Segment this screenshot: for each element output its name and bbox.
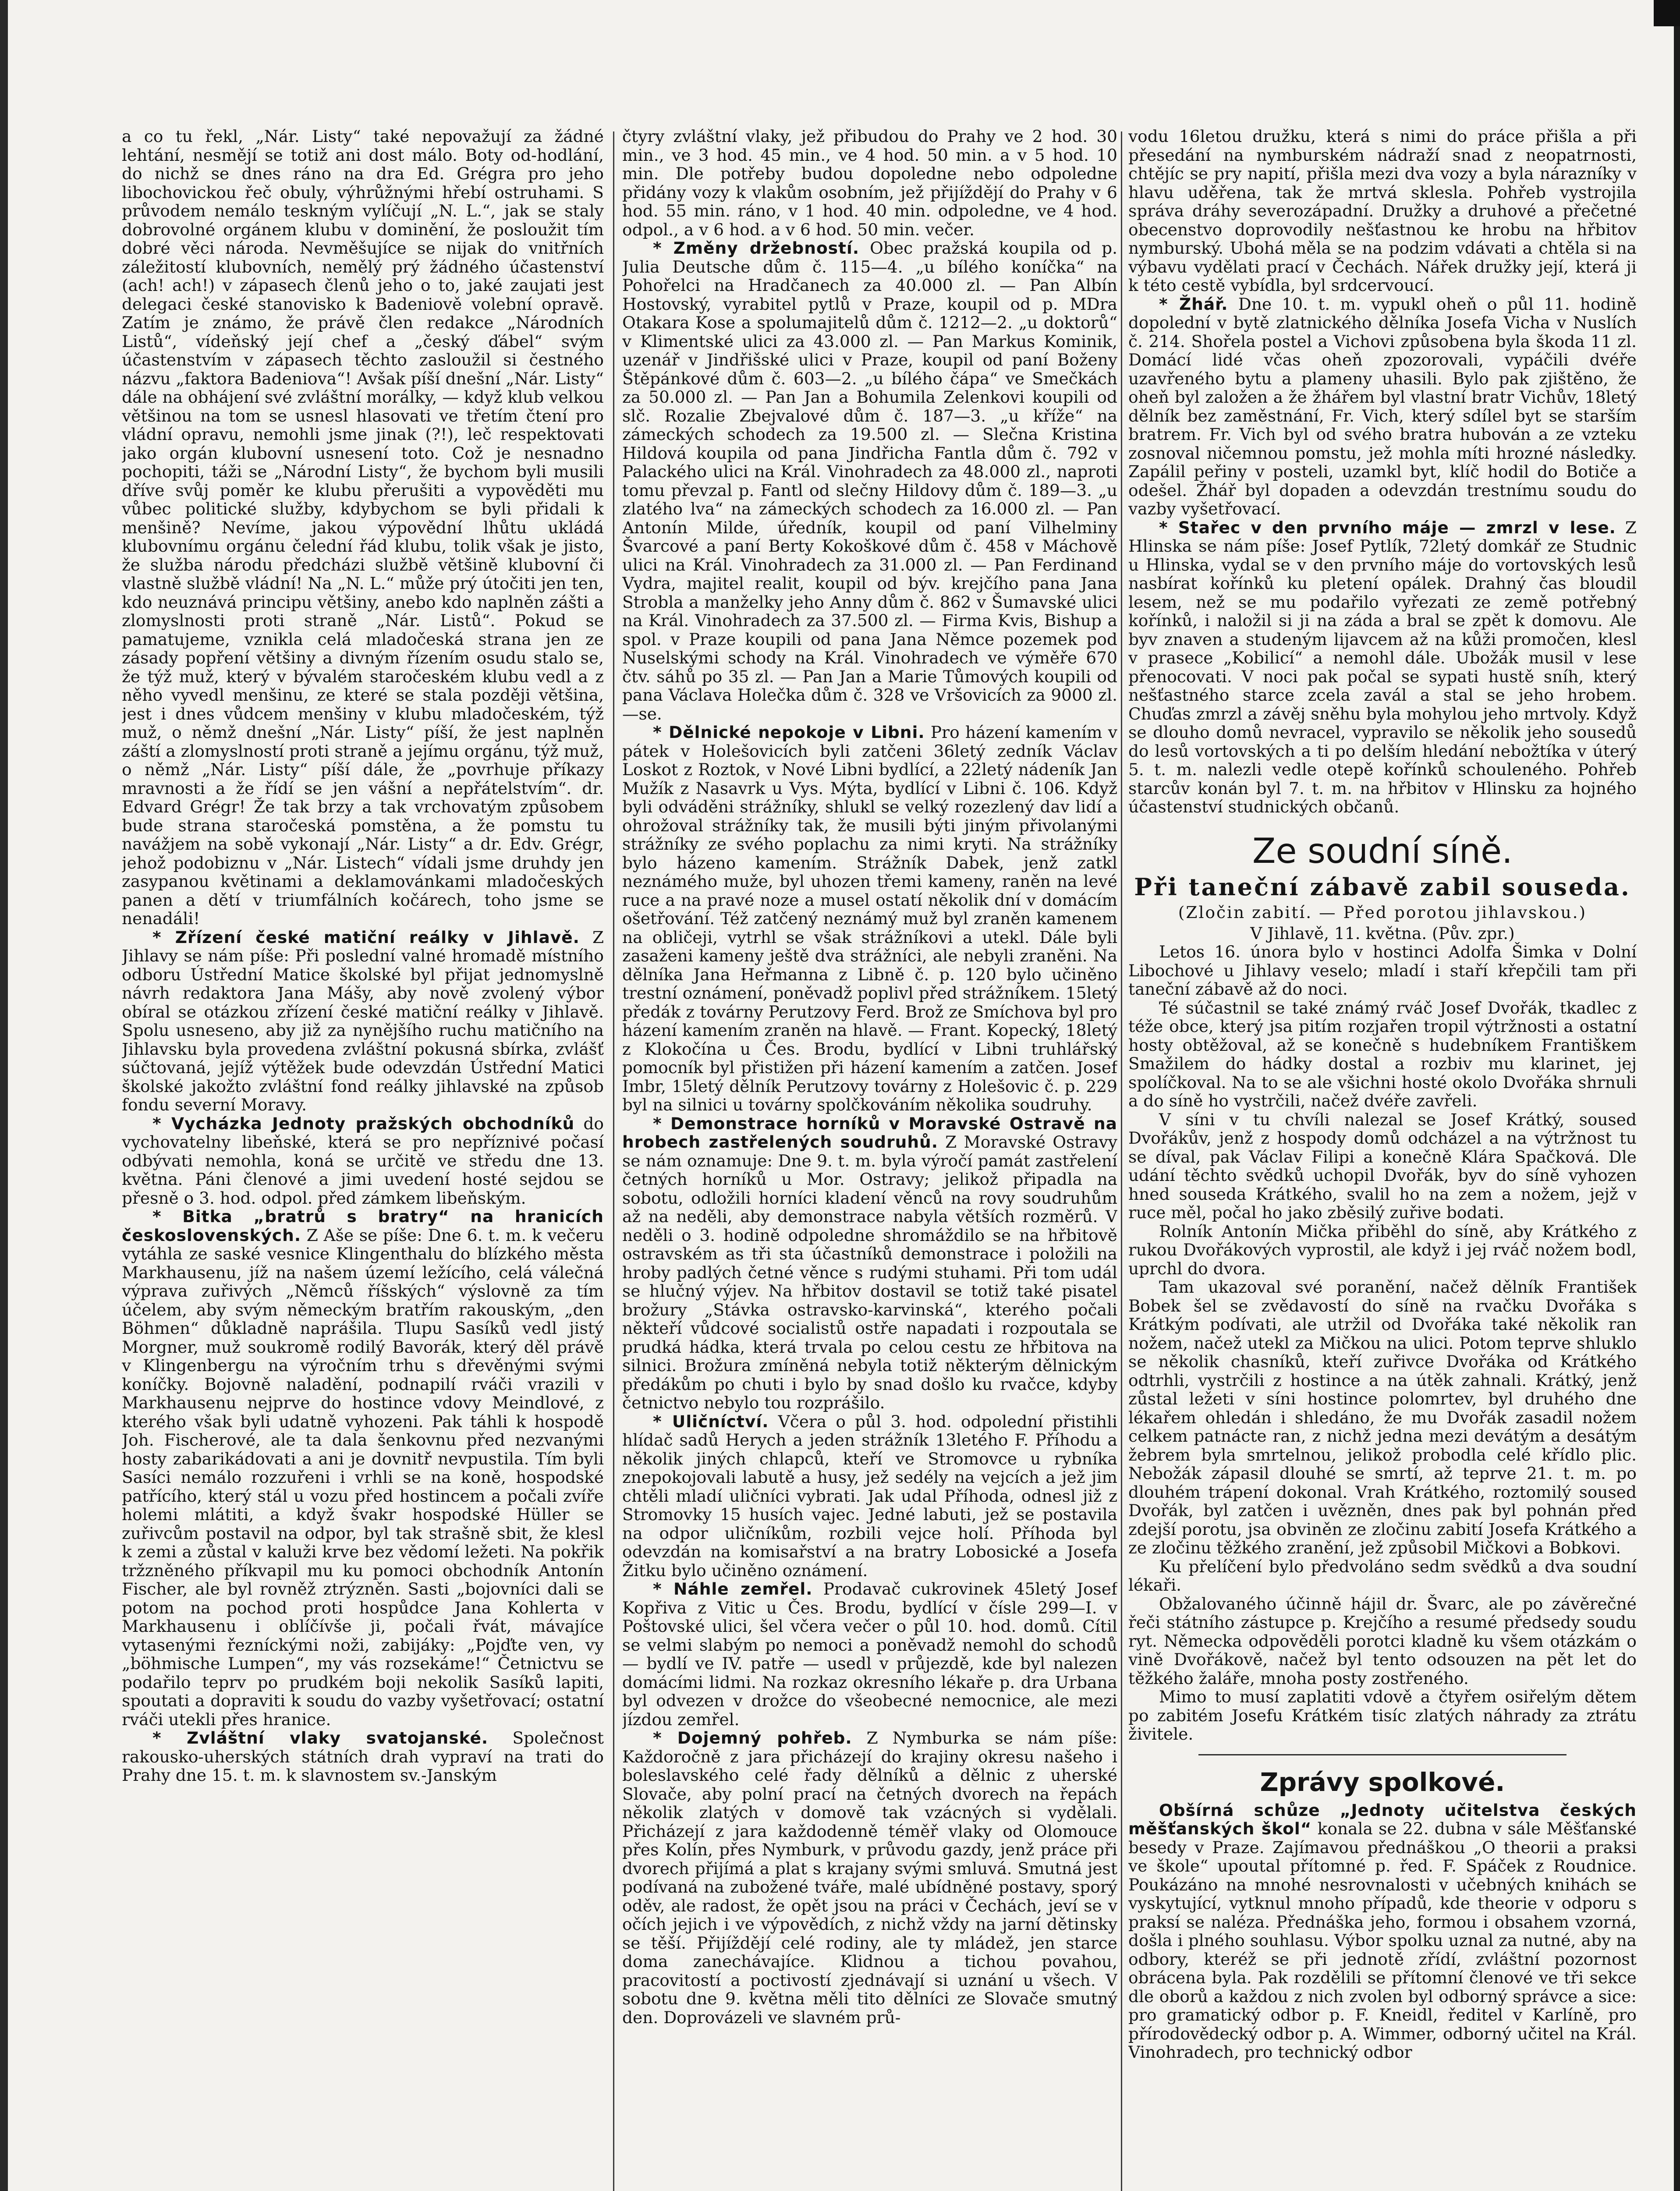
- section-heading: Ze soudní síně.: [1252, 831, 1513, 871]
- article-text: Z Jihlavy se nám píše: Při poslední valné hromadě místního odboru Ústřední Matice školské byl přijat jednomyslně návrh redaktora Jana Mášy, aby nově zvolený výbor obíral se otázkou zřízení české matiční reálky v Jihlavě. Spolu usneseno, aby již za nynějšího ruchu matičního na Jihlavsku byla provedena zvláštní pokusná sbírka, zvlášť súčtovaná, jejíž výtěžek bude odevzdán Ústřední Matici školské jakožto zvláštní fond reálky jihlavské na způsob fondu severní Moravy.: [122, 927, 604, 1114]
- article-paragraph: [122, 1207, 604, 1729]
- article-headline: * Demonstrace horníků v Moravské Ostravě na hrobech zastřelených soudruhů.: [622, 1113, 1117, 1152]
- article-text: Včera o půl 3. hod. odpolední přistihli hlídač sadů Herych a jeden strážník 13letého F. Příhodu a několik jiných chlapců, kteří ve Stromovce u rybníka znepokojovali labutě a husy, jež sedély na vejcích a jež jim chtěli mladí uličníci vybrati. Jak udal Příhoda, odnesl již z Stromovky 15 husích vajec. Jedné labuti, jež se postavila na odpor uličníkům, rozbili vejce holí. Příhoda byl odevzdán na komisařství a na bratry Lobosické a Josefa Žitku bylo učiněno oznámení.: [622, 1411, 1117, 1580]
- article-text: a co tu řekl, „Nár. Listy“ také nepovažují za žádné lehtání, nesmějí se totiž ani dost málo. Boty od-hodlání, do nichž se dnes ráno na dra Ed. Grégra pro jeho libochovickou řeč obuly, výhrůžnými hřebí ostruhami. S průvodem nemálo teskným vylíčují „N. L.“, jak se staly dobrovolné orgánem klubu v dominění, že posloužit tím dobré věci národa. Nevměšujíce se nijak do vnitřních záležitostí klubovních, nemělý prý žádného účastenství (ach! ach!) v zápasech členů jeho o to, jaké zaujati jest delegaci české stanovisko k Badeniově volební opravě. Zatím je známo, že právě člen redakce „Národních Listů“, vídeňský její chef a „český ďábel“ svým účastenstvím v zápasech těchto zasloužil si čestného názvu „faktora Badeniova“! Avšak píší dnešní „Nár. Listy“ dále na obhájení své zvláštní morálky, — když klub velkou většinou na tom se usnesl hlasovati ve třetím čtení pro vládní opravu, nemohli jsme jinak (?!), leč respektovati jako orgán klubovní usnesení toto. Což je nesnadno pochopiti, táži se „Národní Listy“, že bychom byli musili dříve svůj poměr ke klubu přerušiti a vypověděti mu vůbec politické služby, kdybychom se byli přidali k menšině? Nevíme, jakou výpovědní lhůtu ukládá klubovnímu orgánu čelední řád klubu, tolik však je jisto, že služba národu předcházi službě většině klubovní či vlastně službě vládní! Na „N. L.“ může prý útočiti jen ten, kdo neuznává principu většiny, anebo kdo naplněn zášti a zlomyslnosti proti straně „Nár. Listů“. Pokud se pamatujeme, vznikla celá mladočeská strana jen ze zásady popření většiny a divným řízením osudu stalo se, že týž muž, který v bývalém staročeském klubu vedl a z něho vyvedl menšinu, ze které se stala později většina, jest i dnes vůdcem menšiny v klubu mladočeském, týž muž, o němž dnešní „Nár. Listy“ píší, že jest naplněn záští a zlomyslností proti straně a jejímu orgánu, týž muž, o němž „Nár. Listy“ píší dále, že „povrhuje příkazy mravnosti a že řídí se jen vášní a nepřátelstvím“. dr. Edvard Grégr! Že tak brzy a tak vrchovatým způsobem bude strana staročeská pomstěna, a že pomstu tu navážjem na sobě vykonají „Nár. Listy“ a dr. Edv. Grégr, jehož podobiznu v „Nár. Listech“ vídali jsme druhdy jen zasypanou květinami a deklamovánkami mladočeských panen a dětí v triumfálních kočárech, toho jsme se nenadáli!: [122, 127, 604, 928]
- article-headline: * Žhář.: [1159, 294, 1228, 314]
- article-text: V Jihlavě, 11. května. (Pův. zpr.): [1250, 923, 1515, 943]
- article-paragraph: [122, 1729, 604, 1785]
- article-paragraph: [1128, 127, 1637, 295]
- article-paragraph: [1128, 943, 1637, 999]
- article-text: Rolník Antonín Mička přiběhl do síně, aby Krátkého z rukou Dvořákových vyprostil, ale když i jej rváč nožem bodl, uprchl do dvora.: [1128, 1221, 1637, 1278]
- article-paragraph: [1128, 1222, 1637, 1278]
- column-2: [622, 127, 1117, 2191]
- column-1: [122, 127, 604, 2191]
- article-paragraph: [1128, 1801, 1637, 2062]
- article-headline: * Stařec v den prvního máje — zmrzl v lese.: [1159, 518, 1616, 537]
- article-text: Prodavač cukrovinek 45letý Josef Kopřiva z Vitic u Čes. Brodu, bydlící v čísle 299—I. v Poštovské ulici, šel včera večer o půl 10. hod. domů. Cítil se velmi slabým po nemoci a poněvadž nemohl do schodů — bydlí ve IV. patře — usedl v průjezdě, kde byl nalezen domácími lidmi. Na rozkaz okresního lékaře p. dra Urbana byl odvezen v drožce do všeobecné nemocnice, ale mezi jízdou zemřel.: [622, 1579, 1117, 1729]
- article-paragraph: [1128, 1688, 1637, 1744]
- article-headline: * Náhle zemřel.: [653, 1579, 813, 1599]
- article-paragraph: [122, 127, 604, 928]
- article-headline: Při taneční zábavě zabil souseda.: [1134, 872, 1631, 901]
- article-text: konala se 22. dubna v sále Měšťanské besedy v Praze. Zajímavou přednáškou „O theorii a praksi ve škole“ upoutal přítomné p. řed. F. Spáček z Roudnice. Poukázáno na mnohé nesrovnalosti v učebných knihách se vyskytující, vytknul mnoho případů, kde theorie v odporu s praksí se naléza. Přednáška jeho, formou i obsahem vzorná, došla i plného souhlasu. Výbor spolku uznal za nutné, aby na odbory, kteréž se při jednotě zřídí, zvláštní pozornost obrácena byla. Pak rozdělili se přítomní členové ve tři sekce dle oborů a každou z nich zvolen byl odborný správce a sice: pro gramatický odbor p. F. Kneidl, ředitel v Karlíně, pro přírodovědecký odbor p. A. Wimmer, odborný učitel na Král. Vinohradech, pro technický odbor: [1128, 1819, 1637, 2062]
- article-headline: Obšírná schůze „Jednoty učitelstva českých měšťanských škol“: [1128, 1800, 1637, 1838]
- article-paragraph: [122, 928, 604, 1114]
- article-text: Pro házení kamením v pátek v Holešovicích byli zatčeni 36letý zedník Václav Loskot z Roztok, v Nové Libni bydlící, a 22letý nádeník Jan Mužík z Nasavrk u Vys. Mýta, bydlící v Libni č. 106. Když byli odváděni strážníky, shlukl se velký rozezlený dav lidí a ohrožoval strážníky tak, že musili býti jiným přivolanými strážníky ze svého poplachu za nimi kryti. Na strážníky bylo házeno kamením. Strážník Dabek, jenž zatkl neznámého muže, byl uhozen třemi kameny, raněn na levé ruce a na pravé noze a musel ostatí několik dní v domácím ošetřování. Též zatčený neznámý muž byl zraněn kamenem na obličeji, vytrhl se však strážníkovi a utekl. Dále byli zasaženi kameny ještě dva strážníci, ale nebyli zraněni. Na dělníka Jana Heřmanna z Libně č. p. 120 bylo učiněno trestní oznámení, poněvadž poplivl před strážníkem. 15letý předák z továrny Perutzovy Ferd. Brož ze Smíchova byl pro házení kamením zraněn na hlavě. — Frant. Kopecký, 18letý z Klokočína u Čes. Brodu, bydlící v Libni truhlářský pomocník byl přistižen při házení kamením a zatčen. Josef Imbr, 15letý dělník Perutzovy továrny z Holešovic č. p. 229 byl na silnici u továrny spolčkováním několika soudruhy.: [622, 723, 1117, 1114]
- article-text: Z Moravské Ostravy se nám oznamuje: Dne 9. t. m. byla výročí památ zastřelení četných horníků u Mor. Ostravy; jelikož připadla na sobotu, odložili horníci kladení věnců na rovy soudruhům až na neděli, aby demonstrace nabyla větších rozměrů. V neděli o 3. hodině odpoledne shromáždilo se na hřbitově ostravském as tři sta účastníků demonstrace i položili na hroby padlých četné věnce s rudými stuhami. Při tom udál se hlučný výjev. Na hřbitov dostavil se totiž také pisatel brožury „Stávka ostravsko-karvinská“, kterého počali někteří vůdcové socialistů ostře napadati i rozpoutala se prudká hádka, která trvala po celou cestu ze hřbitova na silnici. Brožura zmíněná nebyla totiž některým dělnickým předákům po chuti i bylo by snad došlo ku rvačce, kdyby četnictvo nebylo tou rozprášilo.: [622, 1132, 1117, 1412]
- section-divider: [1198, 1754, 1567, 1755]
- article-paragraph: [622, 723, 1117, 1114]
- article-text: do vychovatelny libeňské, která se pro nepříznivé počasí odbývati nemohla, koná se určitě ve středu dne 13. května. Páni členové a jimi uvedení hosté sejdou se přesně o 3. hod. odpol. před zámkem libeňským.: [122, 1113, 604, 1208]
- column-rule-2: [1121, 131, 1122, 2191]
- article-paragraph: [1128, 295, 1637, 518]
- article-paragraph: [622, 127, 1117, 239]
- article-headline: * Bitka „bratrů s bratry“ na hranicích československých.: [122, 1207, 604, 1245]
- article-headline: * Uličníctví.: [653, 1411, 769, 1431]
- article-text: Tam ukazoval své poranění, načež dělník František Bobek šel se zvědavostí do síně na rvačku Dvořáka s Krátkým podívati, ale utržil od Dvořáka také několik ran nožem, načež utekl za Mičkou na ulici. Potom teprve shluklo se několik chasníků, kteří zuřivce Dvořáka od Krátkého odtrhli, vystrčili z hostince a na útěk zahnali. Krátký, jenž zůstal ležeti v síni hostince polomrtev, byl druhého dne lékařem ohledán i shledáno, že mu Dvořák zasadil nožem celkem patnácte ran, z nichž jedna mezi devátým a desátým žebrem byla smrtelnou, jelikož probodla celé křídlo plic. Nebožák zápasil dlouhé se smrtí, až teprve 21. t. m. po dlouhém trápení dokonal. Vrah Krátkého, roztomilý soused Dvořák, byl zatčen i uvězněn, dnes pak byl pohnán před zdejší porotu, jsa obviněn ze zločinu zabití Josefa Krátkého a ze zločinu těžkého zranění, jež způsobil Mičkovi a Bobkovi.: [1128, 1277, 1637, 1557]
- column-rule-1: [613, 131, 614, 2191]
- article-paragraph: [622, 1729, 1117, 2027]
- article-paragraph: [622, 1580, 1117, 1729]
- article-headline: * Dojemný pohřeb.: [653, 1728, 852, 1748]
- article-text: Z Hlinska se nám píše: Josef Pytlík, 72letý domkář ze Studnic u Hlinska, vydal se v den prvního máje do vortovských lesů nasbírat kořínků ku pletení opálek. Drahný čas bloudil lesem, než se mu podařilo vyřezati ze země potřebný kořínků, i naložil si ji na záda a bral se zpět k domovu. Ale byv znaven a studeným lijavcem až na kůži promočen, klesl v prasece „Kobilicí“ a nemohl dále. Ubožák musil v lese přenocovati. V noci pak počal se sypati hustě sníh, který nešťastného starce zcela zavál a stal se jeho hrobem. Chuďas zmrzl a závěj sněhu byla mohylou jeho mrtvoly. Když se dlouho domů nevracel, vypravilo se několik jeho sousedů do lesů vortovských a ti po delším hledání nebožtíka v úterý 5. t. m. nalezli vedle otepě kořínků schouleného. Pohřeb starcův konán byl 7. t. m. na hřbitov v Hlinsku za hojného účastenství studnických občanů.: [1128, 518, 1637, 816]
- article-text: Společnost rakousko-uherských státních drah vypraví na trati do Prahy dne 15. t. m. k slavnostem sv.-Janským: [122, 1728, 604, 1785]
- article-text: Dne 10. t. m. vypukl oheň o půl 11. hodině dopolední v bytě zlatnického dělníka Josefa Vicha v Nuslích č. 214. Shořela postel a Vichovi způsobena byla škoda 11 zl. Domácí lidé včas oheň zpozorovali, vypáčili dvéře uzavřeného bytu a plameny uhasili. Bylo pak zjištěno, že oheň byl založen a že žhářem byl vlastní bratr Vichův, 18letý dělník bez zaměstnání, Fr. Vich, který sdílel byt se starším bratrem. Fr. Vich byl od svého bratra hubován a ze vzteku zosnoval ničemnou pomstu, jež mohla míti hrozné následky. Zapálil peřiny v posteli, uzamkl byt, klíč hodil do Botiče a odešel. Žhář byl dopaden a odevzdán trestnímu soudu do vazby vyšetřovací.: [1128, 294, 1637, 518]
- article-text: Z Aše se píše: Dne 6. t. m. k večeru vytáhla ze saské vesnice Klingenthalu do blízkého města Markhausenu, jíž na našem území ležícího, celá válečná výprava zuřivých „Němců říšských“ výslovně za tím účelem, aby svým německým bratřím rakouským, „den Böhmen“ důkladně naprášila. Tlupu Sasíků vedl jistý Morgner, muž soukromě rodilý Bavorák, který děl právě v Klingenbergu na výročním trhu s dřevěnými svými koníčky. Bojovně naladění, podnapilí rváči vrazili v Markhausenu nejprve do hostince vdovy Meindlové, z kterého však byli udatně vyhozeni. Pak táhli k hospodě Joh. Fischerové, ale ta dala šenkovnu před nezvanými hosty zabarikádovati a ani je dovnitř nevpustila. Tím byli Sasíci nemálo rozzuřeni i vrhli se na koně, hospodské patřícího, který stál u vozu před hostincem a počali zvíře holemi mlátiti, a když švakr hospodské Hüller se zuřivcům postavil na odpor, byl tak strašně sbit, že klesl k zemi a zůstal v kaluži krve bez vědomí ležeti. Na pokřik tržzněného příkvapil mu ku pomoci obchodník Antonín Fischer, ale byl rovněž ztrýzněn. Sasti „bojovníci dali se potom na pochod proti hospůdce Jana Kohlerta v Markhausenu i oblíčívše ji, počali řvát, mávajíce vytasenými řezníckými noži, zabijáky: „Pojďte ven, vy „böhmische Lumpen“, my vás rozsekáme!“ Četnictvu se podařilo teprv po prudkém boji nekolik Sasíků lapiti, spoutati a dopraviti k soudu do vazby vyšetřovací; ostatní rváči utekli přes hranice.: [122, 1225, 604, 1729]
- article-headline: * Zřízení české matiční reálky v Jihlavě.: [152, 927, 580, 947]
- article-headline: * Vycházka Jednoty pražských obchodníků: [152, 1113, 575, 1133]
- column-3: [1128, 127, 1637, 2191]
- article-text: Obžalovaného účinně hájil dr. Švarc, ale po závěrečné řeči státního zástupce p. Krejčího a resumé předsedy soudu ryt. Německa odpověděli porotci kladně ku všem otázkám o vině Dvořákově, načež byl tento odsouzen na pět let do těžkého žaláře, mnoha posty zostřeného.: [1128, 1594, 1637, 1688]
- article-paragraph: [1128, 999, 1637, 1110]
- article-text: V síni v tu chvíli nalezal se Josef Krátký, soused Dvořákův, jenž z hospody domů odcházel a na výtržnost tu se díval, pak Václav Filipi a konečně Klára Spačková. Dle udání těchto svědků uchopil Dvořák, byv do síně vyhozen hned souseda Krátkého, svalil ho na zem a nožem, jejž v ruce měl, počal ho jako zběsilý zuřive bodati.: [1128, 1110, 1637, 1222]
- article-subheadline: (Zločin zabití. — Před porotou jihlavskou.): [1178, 902, 1587, 922]
- article-paragraph: [622, 1114, 1117, 1412]
- article-text: Z Nymburka se nám píše: Každoročně z jara přicházejí do krajiny okresu našeho i boleslavského celé řady dělníků a dělnic z uherské Slovače, aby polní prací na četných dvorech na řepách několik zlatých v domově tak vzácných si vydělali. Přicházejí z jara každodenně téměř vlaky od Olomouce přes Kolín, přes Nymburk, v průvodu gazdy, jenž práce při dvorech přijímá a plat s krajany svými smluvá. Smutná jest podívaná na zubožené tváře, malé ubídněné postavy, sporý oděv, ale radost, že opět jsou na práci v Čechách, jeví se v očích jejich i ve výpovědích, z nichž vždy na jarní dětinsky se těší. Přijíždějí celé rodiny, ale ty mládež, jen starce doma zanechávajíce. Klidnou a tichou povahou, pracovitostí a poctivostí zjednávají si uznání u všech. V sobotu dne 9. května měli tito dělníci ze Slovače smutný den. Doprovázeli ve slavném prů-: [622, 1728, 1117, 2027]
- article-text: čtyry zvláštní vlaky, jež přibudou do Prahy ve 2 hod. 30 min., ve 3 hod. 45 min., ve 4 hod. 50 min. a v 5 hod. 10 min. Dle potřeby budou dopoledne nebo odpoledne přidány vozy k vlakům osobním, jež přijíždějí do Prahy v 6 hod. 55 min. ráno, v 1 hod. 40 min. odpoledne, ve 4 hod. odpol., a v 6 hod. a v 6 hod. 50 min. večer.: [622, 127, 1117, 239]
- article-paragraph: [622, 1412, 1117, 1580]
- article-text: Letos 16. února bylo v hostinci Adolfa Šimka v Dolní Libochové u Jihlavy veselo; mladí i staří křepčili tam při taneční zábavě až do noci.: [1128, 942, 1637, 999]
- scan-edge-left: [0, 0, 8, 2191]
- article-paragraph: [122, 1114, 604, 1208]
- article-paragraph: [622, 239, 1117, 723]
- article-paragraph: [1128, 924, 1637, 943]
- article-headline: * Zvláštní vlaky svatojanské.: [152, 1728, 489, 1748]
- article-paragraph: [1128, 1595, 1637, 1688]
- article-text: Mimo to musí zaplatiti vdově a čtyřem osiřelým dětem po zabitém Josefu Krátkém tisíc zlatých náhrady za ztrátu živitele.: [1128, 1687, 1637, 1744]
- scan-edge-right: [1674, 0, 1680, 2191]
- section-heading: Zprávy spolkové.: [1260, 1767, 1505, 1797]
- article-paragraph: [1128, 1557, 1637, 1595]
- article-paragraph: [1128, 518, 1637, 816]
- article-paragraph: [1128, 1110, 1637, 1222]
- article-headline: * Změny držebností.: [653, 238, 860, 258]
- article-text: Té súčastnil se také známý rváč Josef Dvořák, tkadlec z téže obce, který jsa pitím rozjařen tropil výtržnosti a ostatní hosty obtěžoval, až se konečně s hudebníkem Františkem Smažilem do hádky dostal a rozbiv mu klarinet, jej spolíčkoval. Na to se ale všichni hosté okolo Dvořáka shrnuli a do síně ho vystrčili, načež dvéře zavřeli.: [1128, 998, 1637, 1110]
- article-text: Ku přelíčení bylo předvoláno sedm svědků a dva soudní lékaři.: [1128, 1556, 1637, 1595]
- article-paragraph: [1128, 1278, 1637, 1557]
- scan-corner: [1654, 0, 1680, 26]
- article-text: Obec pražská koupila od p. Julia Deutsche dům č. 115—4. „u bílého koníčka“ na Pohořelci na Hradčanech za 40.000 zl. — Pan Albín Hostovský, vyrabitel pytlů v Praze, koupil od p. MDra Otakara Kose a spolumajitelů dům č. 1212—2. „u doktorů“ v Klimentské ulici za 43.000 zl. — Pan Markus Kominik, uzenář v Jindřišské ulici v Praze, koupil od paní Boženy Štěpánkové dům č. 603—2. „u bílého čápa“ ve Smečkách za 50.000 zl. — Pan Jan a Bohumila Zelenkovi koupili od slč. Rozalie Zbejvalové dům č. 187—3. „u kříže“ na zámeckých schodech za 19.500 zl. — Slečna Kristina Hildová koupila od pana Jindřicha Fantla dům č. 792 v Palackého ulici na Král. Vinohradech za 48.000 zl., naproti tomu převzal p. Fantl od slečny Hildovy dům č. 189—3. „u zlatého lva“ na zámeckých schodech za 16.000 zl. — Pan Antonín Milde, úředník, koupil od paní Vilhelminy Švarcové a paní Berty Kokoškové dům č. 458 v Máchově ulici na Král. Vinohradech za 31.000 zl. — Pan Ferdinand Vydra, majitel realit, koupil od býv. krejčího pana Jana Strobla a manželky jeho Anny dům č. 862 v Šumavské ulici na Král. Vinohradech za 37.500 zl. — Firma Kvis, Bishup a spol. v Praze koupili od pana Jana Němce pozemek pod Nuselskými schody na Král. Vinohradech ve výměře 670 čtv. sáhů po 35 zl. — Pan Jan a Marie Tůmových koupili od pana Václava Holečka dům č. 328 ve Vršovicích za 9000 zl. —se.: [622, 238, 1117, 723]
- article-text: vodu 16letou družku, která s nimi do práce přišla a při přesedání na nymburském nádraží snad z neopatrnosti, chtějíc se pry napití, přišla mezi dva vozy a byla nárazníky v hlavu uděřena, tak že mrtvá sklesla. Pohřeb vystrojila správa dráhy severozápadní. Družky a druhové a přečetné obecenstvo doprovodily nešťastnou ke hrobu na hřbitov nymburský. Ubohá měla se na podzim vdávati a chtěla si na výbavu vydělati prací v Čechách. Nářek družky její, která ji k této cestě vybídla, byl srdcervoucí.: [1128, 127, 1637, 295]
- article-headline: * Dělnické nepokoje v Libni.: [653, 723, 925, 742]
